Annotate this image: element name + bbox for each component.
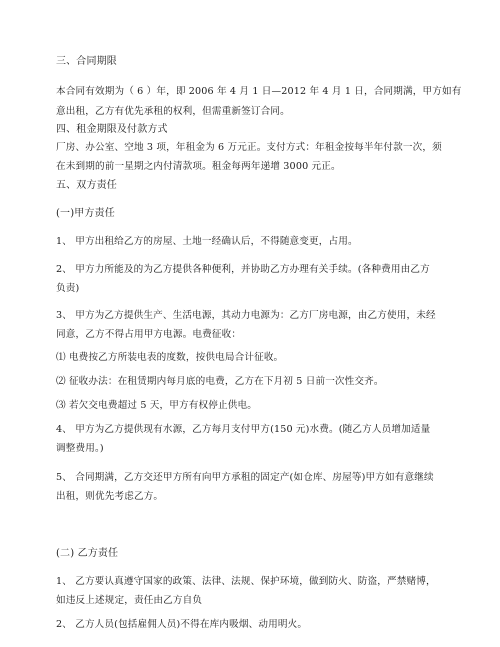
party-a-clause-3-line-2: 同意，乙方不得占用甲方电源。电费征收： [56,329,242,340]
section-4-paragraph-line-1: 厂房、办公室、空地 3 项，年租金为 6 万元正。支付方式：年租金按每半年付款一次，须 [56,142,442,153]
party-a-clause-3-sub-3: ⑶ 若欠交电费超过 5 天，甲方有权停止供电。 [56,400,257,411]
party-a-clause-4-line-2: 调整费用。) [56,443,104,454]
section-3-paragraph-line-1: 本合同有效期为（ 6 ）年，即 2006 年 4 月 1 日—2012 年 4 月 1 日，合同期满，甲方如有 [56,86,462,97]
section-3-paragraph-line-2: 意出租，乙方有优先承租的权利，但需重新签订合同。 [56,106,290,117]
party-a-clause-5-line-2: 出租，则优先考虑乙方。 [56,491,164,502]
party-b-responsibility-title: (二) 乙方责任 [56,548,119,559]
party-a-clause-2-line-1: 2、 甲方力所能及的为乙方提供各种便利，并协助乙方办理有关手续。(各种费用由乙方 [56,264,430,275]
party-a-clause-2-line-2: 负责) [56,283,80,294]
party-b-clause-1-line-1: 1、 乙方要认真遵守国家的政策、法律、法规、保护环境，做到防火、防盗，严禁赌博， [56,576,436,587]
party-a-clause-3-sub-1: ⑴ 电费按乙方所装电表的度数，按供电局合计征收。 [56,352,284,363]
party-a-clause-4-line-1: 4、 甲方为乙方提供现有水源，乙方每月支付甲方(150 元)水费。(随乙方人员增加适量 [56,424,431,435]
party-b-clause-1-line-2: 如违反上述规定，责任由乙方自负 [56,595,203,606]
party-a-clause-1: 1、 甲方出租给乙方的房屋、土地一经确认后，不得随意变更，占用。 [56,236,358,247]
party-a-responsibility-title: (一)甲方责任 [56,208,115,219]
section-3-title: 三、合同期限 [56,56,117,67]
party-a-clause-5-line-1: 5、 合同期满，乙方交还甲方所有向甲方承租的固定产(如仓库、房屋等)甲方如有意继续 [56,472,434,483]
section-4-title: 四、租金期限及付款方式 [56,124,168,135]
party-a-clause-3-sub-2: ⑵ 征收办法：在租赁期内每月底的电费，乙方在下月初 5 日前一次性交齐。 [56,376,384,387]
party-a-clause-3-line-1: 3、 甲方为乙方提供生产、生活电源，其动力电源为：乙方厂房电源，由乙方使用，未经 [56,310,436,321]
section-5-title: 五、双方责任 [56,180,117,191]
section-4-paragraph-line-2: 在未到期的前一星期之内付清款项。租金每两年递增 3000 元正。 [56,161,341,172]
party-b-clause-2: 2、 乙方人员(包括雇佣人员)不得在库内吸烟、动用明火。 [56,619,308,630]
